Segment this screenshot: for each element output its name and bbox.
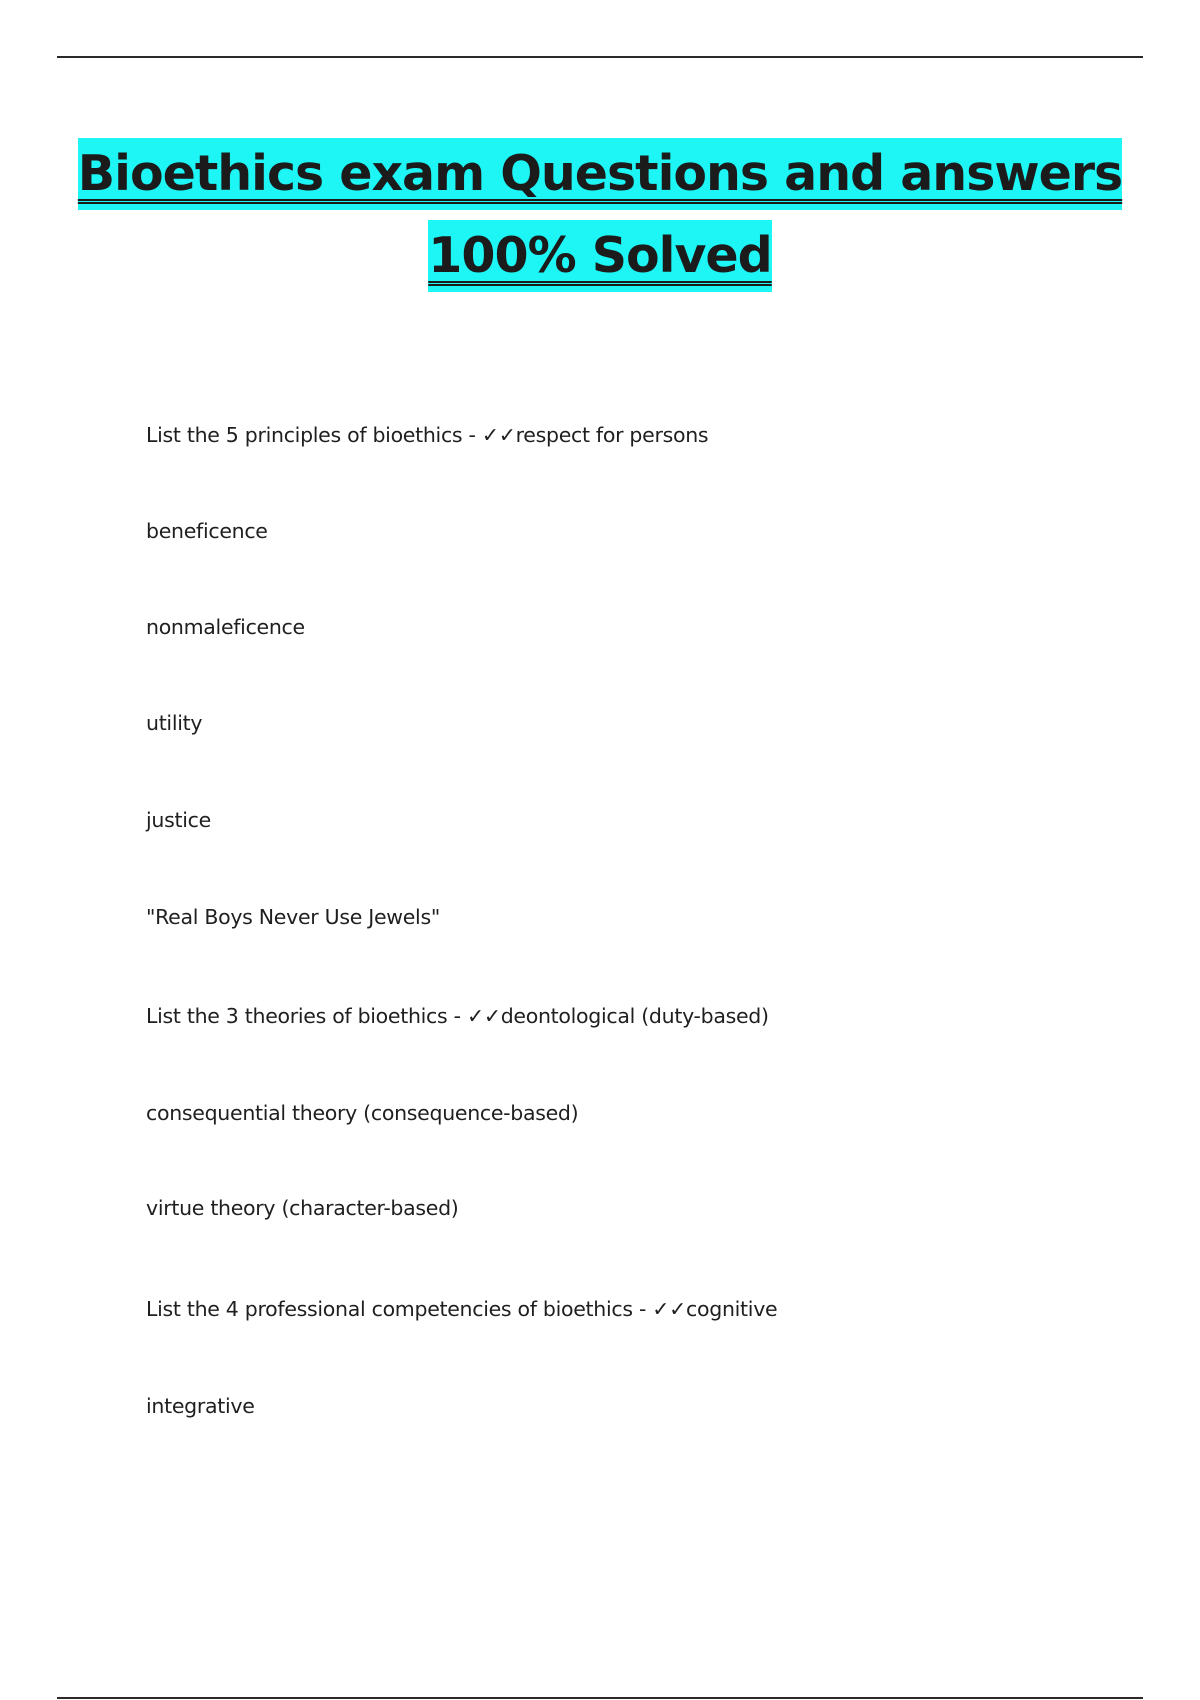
question-theories <box>146 1003 769 1029</box>
double-check-icon: ✓✓ <box>466 1004 501 1028</box>
document-title <box>0 138 1200 302</box>
answer-line: nonmaleficence <box>146 615 305 639</box>
footer-rule <box>57 1697 1143 1699</box>
answer-line: beneficence <box>146 519 268 543</box>
answer-line: justice <box>146 808 211 832</box>
answer-line: virtue theory (character-based) <box>146 1196 459 1220</box>
question-text: List the 5 principles of bioethics - <box>146 423 482 447</box>
title-line-2: 100% Solved <box>428 220 771 292</box>
question-text: List the 4 professional competencies of bioethics - <box>146 1297 653 1321</box>
answer-text: cognitive <box>686 1297 778 1321</box>
answer-line: consequential theory (consequence-based) <box>146 1101 579 1125</box>
header-rule <box>57 56 1143 58</box>
question-text: List the 3 theories of bioethics - <box>146 1004 467 1028</box>
question-competencies <box>146 1296 777 1322</box>
answer-text: respect for persons <box>515 423 709 447</box>
title-line-1: Bioethics exam Questions and answers <box>78 138 1122 210</box>
question-principles <box>146 422 708 448</box>
mnemonic-line: "Real Boys Never Use Jewels" <box>146 905 440 929</box>
double-check-icon: ✓✓ <box>652 1297 687 1321</box>
answer-text: deontological (duty-based) <box>500 1004 769 1028</box>
double-check-icon: ✓✓ <box>481 423 516 447</box>
answer-line: integrative <box>146 1394 255 1418</box>
answer-line: utility <box>146 711 203 735</box>
